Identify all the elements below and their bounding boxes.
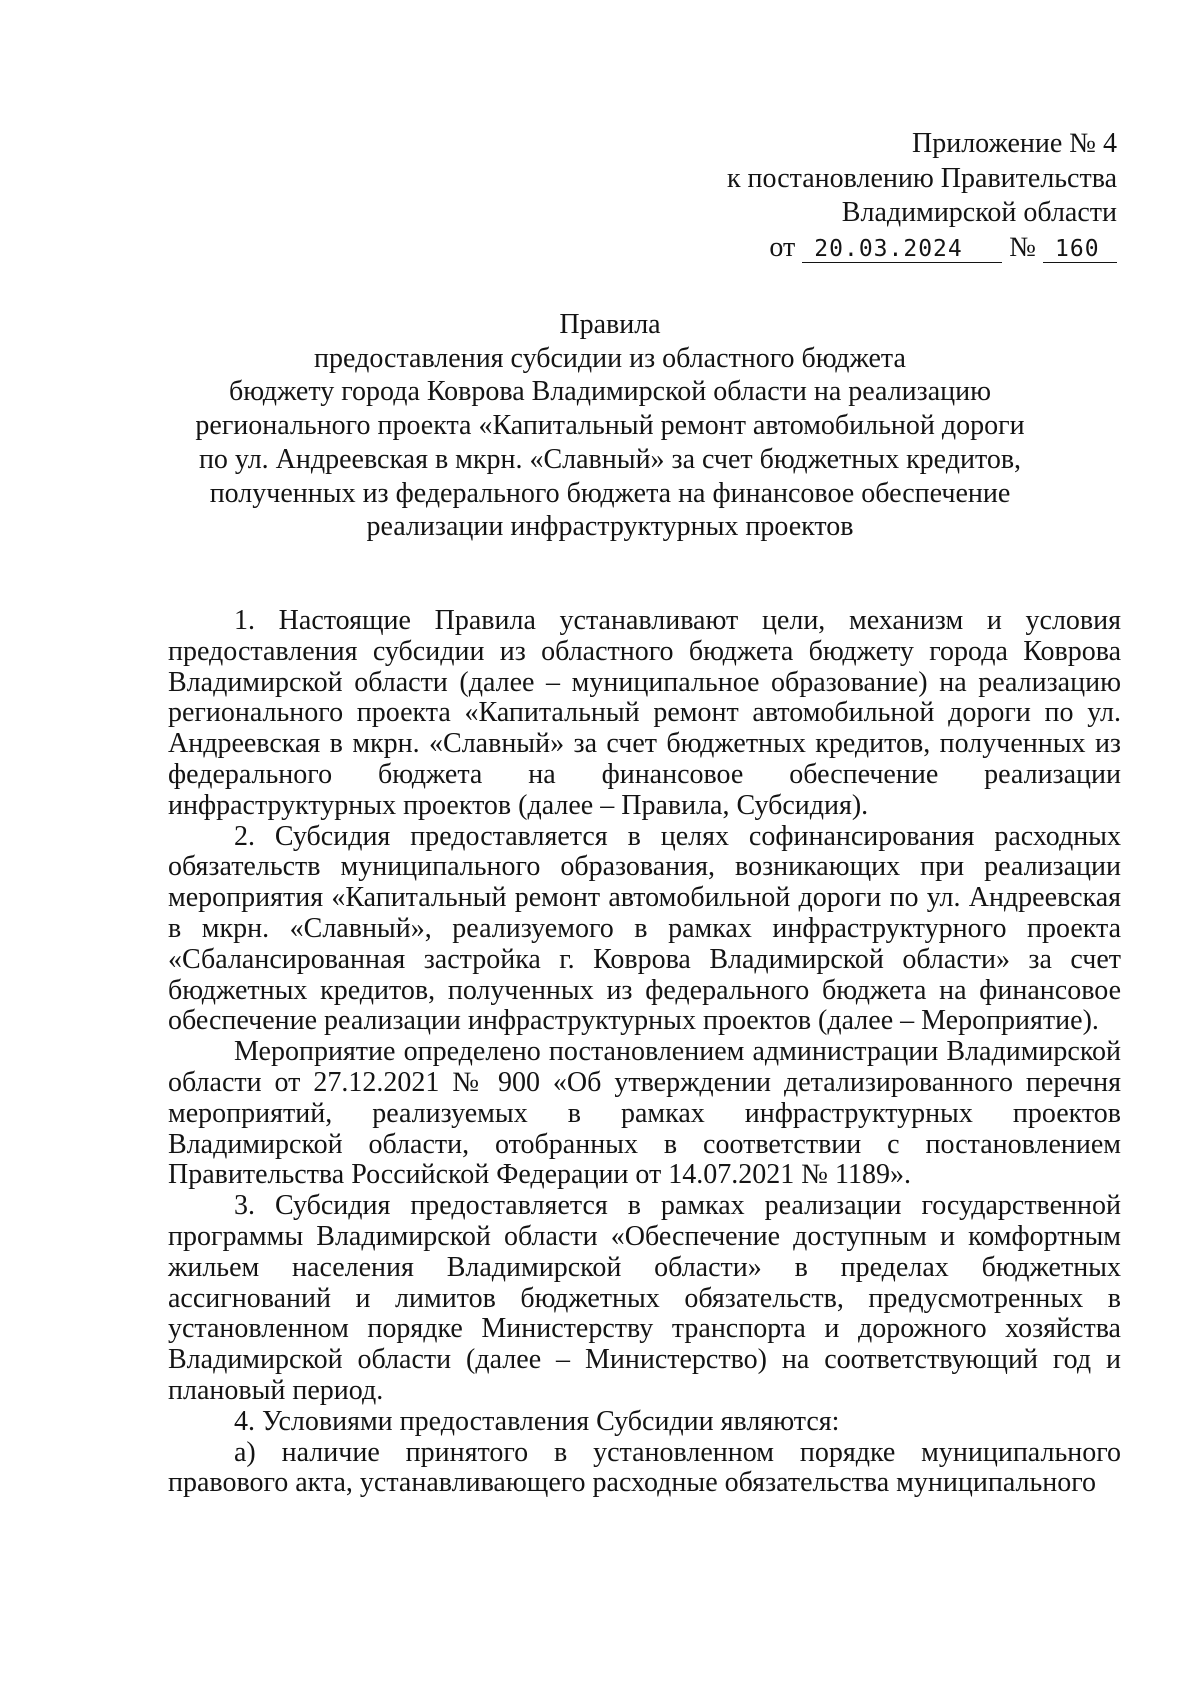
paragraph-2: 2. Субсидия предоставляется в целях софинансирования расходных обязательств муниципального образования, возникающих при реализации мероприятия «Капитальный ремонт автомобильной дороги по ул. Андреевская в мкрн. «Славный», реализуемого в рамках инфраструктурного проекта «Сбалансированная застройка г. Коврова Владимирской области» за счет бюджетных кредитов, полученных из федерального бюджета на финансовое обеспечение реализации инфраструктурных проектов (далее – Мероприятие).: [168, 820, 1121, 1037]
title-line: реализации инфраструктурных проектов: [366, 511, 854, 543]
document-body: [168, 606, 1121, 1499]
title-line: Правила: [559, 309, 661, 340]
paragraph-4: 4. Условиями предоставления Субсидии являются:: [234, 1405, 840, 1437]
resolution-date: 20.03.2024: [802, 236, 1002, 263]
title-line: по ул. Андреевская в мкрн. «Славный» за счет бюджетных кредитов,: [198, 443, 1022, 475]
appendix-resolution-line: к постановлению Правительства: [726, 162, 1117, 194]
date-number-row: [727, 231, 1117, 266]
appendix-header: [727, 127, 1117, 265]
title-line: полученных из федерального бюджета на финансовое обеспечение: [209, 477, 1011, 509]
document-title: [150, 308, 1070, 544]
title-line: бюджету города Коврова Владимирской области на реализацию: [228, 376, 992, 408]
paragraph-4a: а) наличие принятого в установленном порядке муниципального правового акта, устанавливающего расходные обязательства муниципального: [168, 1436, 1121, 1499]
paragraph-3: 3. Субсидия предоставляется в рамках реализации государственной программы Владимирской области «Обеспечение доступным и комфортным жильем населения Владимирской области» в пределах бюджетных ассигнований и лимитов бюджетных обязательств, предусмотренных в установленном порядке Министерству транспорта и дорожного хозяйства Владимирской области (далее – Министерство) на соответствующий год и плановый период.: [168, 1190, 1121, 1406]
appendix-region-line: Владимирской области: [841, 197, 1117, 228]
paragraph-2-continuation: Мероприятие определено постановлением администрации Владимирской области от 27.12.2021 № 900 «Об утверждении детализированного перечня мероприятий, реализуемых в рамках инфраструктурных проектов Владимирской области, отобранных в соответствии с постановлением Правительства Российской Федерации от 14.07.2021 № 1189».: [168, 1036, 1121, 1191]
resolution-number: 160: [1043, 236, 1117, 263]
number-prefix: №: [1009, 231, 1036, 263]
paragraph-1: 1. Настоящие Правила устанавливают цели, механизм и условия предоставления субсидии из областного бюджета бюджету города Коврова Владимирской области (далее – муниципальное образование) на реализацию регионального проекта «Капитальный ремонт автомобильной дороги по ул. Андреевская в мкрн. «Славный» за счет бюджетных кредитов, полученных из федерального бюджета на финансовое обеспечение реализации инфраструктурных проектов (далее – Правила, Субсидия).: [168, 605, 1121, 821]
title-line: регионального проекта «Капитальный ремонт автомобильной дороги: [195, 410, 1025, 442]
date-prefix: от: [769, 231, 796, 263]
appendix-label: Приложение № 4: [912, 128, 1117, 159]
title-line: предоставления субсидии из областного бюджета: [314, 342, 906, 374]
